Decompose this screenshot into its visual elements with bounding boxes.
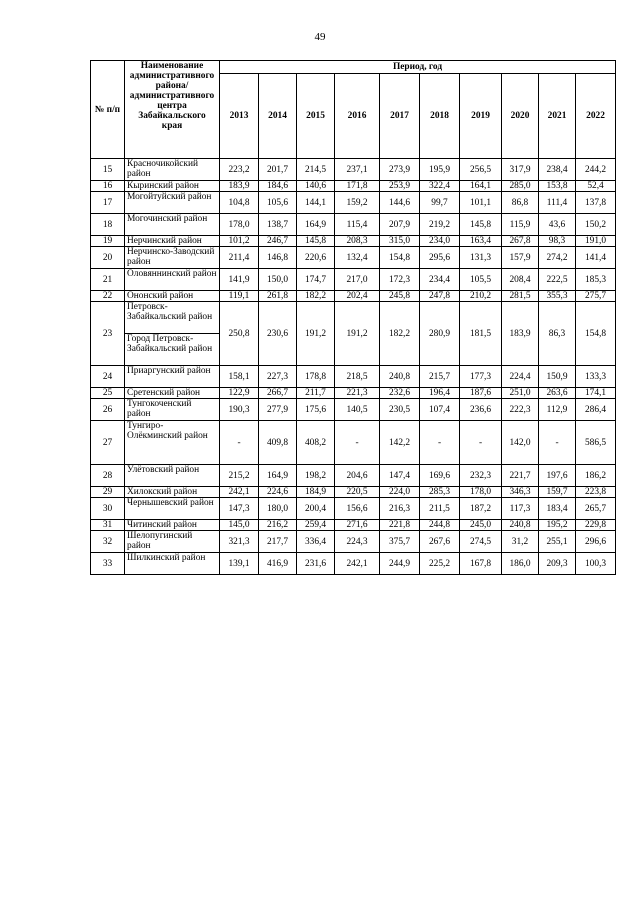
- value-cell: 355,3: [539, 291, 576, 302]
- value-cell: 142,0: [502, 421, 539, 465]
- value-cell: 107,4: [420, 399, 460, 421]
- district-name: Улётовский район: [125, 465, 220, 487]
- value-cell: 234,4: [420, 269, 460, 291]
- table-row: [91, 520, 616, 531]
- value-cell: 101,1: [460, 192, 502, 214]
- value-cell: 274,5: [460, 531, 502, 553]
- value-cell: 156,6: [335, 498, 380, 520]
- value-cell: 238,4: [539, 159, 576, 181]
- value-cell: -: [460, 421, 502, 465]
- value-cell: 111,4: [539, 192, 576, 214]
- value-cell: 237,1: [335, 159, 380, 181]
- value-cell: 183,9: [220, 181, 259, 192]
- value-cell: 157,9: [502, 247, 539, 269]
- header-period: Период, год: [220, 61, 616, 74]
- table-row: [91, 399, 616, 421]
- value-cell: 150,0: [259, 269, 297, 291]
- value-cell: 223,8: [576, 487, 616, 498]
- value-cell: 210,2: [460, 291, 502, 302]
- table-row: [91, 291, 616, 302]
- district-name: Сретенский район: [125, 388, 220, 399]
- value-cell: 43,6: [539, 214, 576, 236]
- value-cell: 273,9: [380, 159, 420, 181]
- value-cell: 220,5: [335, 487, 380, 498]
- value-cell: 119,1: [220, 291, 259, 302]
- header-year-2017: 2017: [380, 74, 420, 159]
- value-cell: 182,2: [297, 291, 335, 302]
- value-cell: 221,3: [335, 388, 380, 399]
- district-name: Читинский район: [125, 520, 220, 531]
- value-cell: 141,4: [576, 247, 616, 269]
- row-number: 32: [91, 531, 125, 553]
- value-cell: 137,8: [576, 192, 616, 214]
- value-cell: 197,6: [539, 465, 576, 487]
- value-cell: 132,4: [335, 247, 380, 269]
- value-cell: 222,3: [502, 399, 539, 421]
- value-cell: 153,8: [539, 181, 576, 192]
- row-number: 22: [91, 291, 125, 302]
- value-cell: 217,0: [335, 269, 380, 291]
- row-number: 20: [91, 247, 125, 269]
- district-name: Петровск-Забайкальский район: [125, 302, 220, 334]
- value-cell: 232,6: [380, 388, 420, 399]
- value-cell: 115,9: [502, 214, 539, 236]
- value-cell: 178,0: [460, 487, 502, 498]
- header-year-2018: 2018: [420, 74, 460, 159]
- value-cell: 285,3: [420, 487, 460, 498]
- value-cell: 281,5: [502, 291, 539, 302]
- value-cell: -: [539, 421, 576, 465]
- table-row: [91, 366, 616, 388]
- value-cell: 186,0: [502, 553, 539, 575]
- value-cell: 285,0: [502, 181, 539, 192]
- value-cell: 256,5: [460, 159, 502, 181]
- value-cell: 144,6: [380, 192, 420, 214]
- value-cell: 140,6: [297, 181, 335, 192]
- value-cell: 267,8: [502, 236, 539, 247]
- value-cell: 408,2: [297, 421, 335, 465]
- table-row: [91, 192, 616, 214]
- value-cell: 322,4: [420, 181, 460, 192]
- value-cell: 196,4: [420, 388, 460, 399]
- table-row: [91, 302, 616, 334]
- value-cell: 263,6: [539, 388, 576, 399]
- value-cell: 375,7: [380, 531, 420, 553]
- value-cell: 131,3: [460, 247, 502, 269]
- value-cell: 261,8: [259, 291, 297, 302]
- value-cell: 230,5: [380, 399, 420, 421]
- value-cell: 244,8: [420, 520, 460, 531]
- value-cell: 222,5: [539, 269, 576, 291]
- value-cell: 416,9: [259, 553, 297, 575]
- value-cell: 133,3: [576, 366, 616, 388]
- value-cell: 315,0: [380, 236, 420, 247]
- value-cell: 191,2: [335, 302, 380, 366]
- header-district-name: Наименование административного района/ административного центра Забайкальского края: [125, 61, 220, 159]
- header-year-2019: 2019: [460, 74, 502, 159]
- page-number: 49: [314, 31, 326, 43]
- value-cell: 186,2: [576, 465, 616, 487]
- district-name: Могочинский район: [125, 214, 220, 236]
- value-cell: 321,3: [220, 531, 259, 553]
- value-cell: 223,2: [220, 159, 259, 181]
- value-cell: 145,0: [220, 520, 259, 531]
- value-cell: 191,0: [576, 236, 616, 247]
- header-year-2015: 2015: [297, 74, 335, 159]
- value-cell: 101,2: [220, 236, 259, 247]
- value-cell: 164,9: [259, 465, 297, 487]
- value-cell: -: [420, 421, 460, 465]
- value-cell: 266,7: [259, 388, 297, 399]
- value-cell: 177,3: [460, 366, 502, 388]
- value-cell: 99,7: [420, 192, 460, 214]
- table-row: [91, 498, 616, 520]
- table-row: [91, 247, 616, 269]
- value-cell: 245,0: [460, 520, 502, 531]
- table-row: [91, 159, 616, 181]
- value-cell: 220,6: [297, 247, 335, 269]
- value-cell: 100,3: [576, 553, 616, 575]
- value-cell: 145,8: [297, 236, 335, 247]
- table-row: [91, 269, 616, 291]
- header-year-2013: 2013: [220, 74, 259, 159]
- value-cell: 224,4: [502, 366, 539, 388]
- row-number: 24: [91, 366, 125, 388]
- district-name: Нерчинско-Заводский район: [125, 247, 220, 269]
- value-cell: 190,3: [220, 399, 259, 421]
- value-cell: 586,5: [576, 421, 616, 465]
- district-name: Нерчинский район: [125, 236, 220, 247]
- header-year-2020: 2020: [502, 74, 539, 159]
- value-cell: 164,1: [460, 181, 502, 192]
- value-cell: 105,5: [460, 269, 502, 291]
- value-cell: -: [220, 421, 259, 465]
- value-cell: 115,4: [335, 214, 380, 236]
- value-cell: 219,2: [420, 214, 460, 236]
- value-cell: 245,8: [380, 291, 420, 302]
- value-cell: 231,6: [297, 553, 335, 575]
- value-cell: 181,5: [460, 302, 502, 366]
- value-cell: 159,7: [539, 487, 576, 498]
- table-row: [91, 214, 616, 236]
- row-number: 27: [91, 421, 125, 465]
- district-name: Приаргунский район: [125, 366, 220, 388]
- value-cell: 240,8: [502, 520, 539, 531]
- value-cell: 259,4: [297, 520, 335, 531]
- value-cell: 147,4: [380, 465, 420, 487]
- value-cell: 187,2: [460, 498, 502, 520]
- value-cell: 295,6: [420, 247, 460, 269]
- value-cell: 150,2: [576, 214, 616, 236]
- value-cell: 244,2: [576, 159, 616, 181]
- value-cell: 139,1: [220, 553, 259, 575]
- value-cell: 154,8: [576, 302, 616, 366]
- value-cell: 31,2: [502, 531, 539, 553]
- district-name: Тунгиро-Олёкминский район: [125, 421, 220, 465]
- value-cell: 221,8: [380, 520, 420, 531]
- row-number: 19: [91, 236, 125, 247]
- value-cell: 224,3: [335, 531, 380, 553]
- value-cell: 253,9: [380, 181, 420, 192]
- value-cell: 158,1: [220, 366, 259, 388]
- value-cell: 171,8: [335, 181, 380, 192]
- value-cell: 296,6: [576, 531, 616, 553]
- table-row: [91, 531, 616, 553]
- value-cell: 255,1: [539, 531, 576, 553]
- table-row: [91, 181, 616, 192]
- value-cell: 175,6: [297, 399, 335, 421]
- value-cell: 178,8: [297, 366, 335, 388]
- value-cell: -: [335, 421, 380, 465]
- value-cell: 208,4: [502, 269, 539, 291]
- value-cell: 184,6: [259, 181, 297, 192]
- value-cell: 185,3: [576, 269, 616, 291]
- value-cell: 346,3: [502, 487, 539, 498]
- value-cell: 251,0: [502, 388, 539, 399]
- value-cell: 195,2: [539, 520, 576, 531]
- value-cell: 336,4: [297, 531, 335, 553]
- value-cell: 86,8: [502, 192, 539, 214]
- header-year-2021: 2021: [539, 74, 576, 159]
- value-cell: 182,2: [380, 302, 420, 366]
- value-cell: 227,3: [259, 366, 297, 388]
- value-cell: 208,3: [335, 236, 380, 247]
- value-cell: 163,4: [460, 236, 502, 247]
- district-name-secondary: Город Петровск-Забайкальский район: [125, 334, 220, 366]
- value-cell: 236,6: [460, 399, 502, 421]
- table-row: [91, 421, 616, 465]
- value-cell: 117,3: [502, 498, 539, 520]
- value-cell: 286,4: [576, 399, 616, 421]
- row-number: 30: [91, 498, 125, 520]
- value-cell: 267,6: [420, 531, 460, 553]
- row-number: 16: [91, 181, 125, 192]
- value-cell: 246,7: [259, 236, 297, 247]
- value-cell: 250,8: [220, 302, 259, 366]
- value-cell: 147,3: [220, 498, 259, 520]
- row-number: 28: [91, 465, 125, 487]
- row-number: 29: [91, 487, 125, 498]
- district-data-table: [90, 60, 616, 575]
- value-cell: 242,1: [220, 487, 259, 498]
- district-name: Тунгокоченский район: [125, 399, 220, 421]
- value-cell: 225,2: [420, 553, 460, 575]
- value-cell: 174,1: [576, 388, 616, 399]
- value-cell: 224,6: [259, 487, 297, 498]
- district-name: Хилокский район: [125, 487, 220, 498]
- row-number: 25: [91, 388, 125, 399]
- value-cell: 141,9: [220, 269, 259, 291]
- value-cell: 122,9: [220, 388, 259, 399]
- header-year-2014: 2014: [259, 74, 297, 159]
- value-cell: 183,4: [539, 498, 576, 520]
- value-cell: 174,7: [297, 269, 335, 291]
- value-cell: 201,7: [259, 159, 297, 181]
- value-cell: 98,3: [539, 236, 576, 247]
- value-cell: 230,6: [259, 302, 297, 366]
- value-cell: 172,3: [380, 269, 420, 291]
- value-cell: 216,3: [380, 498, 420, 520]
- district-name: Чернышевский район: [125, 498, 220, 520]
- district-name: Ононский район: [125, 291, 220, 302]
- value-cell: 214,5: [297, 159, 335, 181]
- value-cell: 86,3: [539, 302, 576, 366]
- header-number: № п/п: [91, 61, 125, 159]
- value-cell: 144,1: [297, 192, 335, 214]
- value-cell: 207,9: [380, 214, 420, 236]
- value-cell: 169,6: [420, 465, 460, 487]
- value-cell: 234,0: [420, 236, 460, 247]
- district-name: Оловяннинский район: [125, 269, 220, 291]
- value-cell: 211,5: [420, 498, 460, 520]
- value-cell: 167,8: [460, 553, 502, 575]
- header-year-2022: 2022: [576, 74, 616, 159]
- header-year-2016: 2016: [335, 74, 380, 159]
- row-number: 33: [91, 553, 125, 575]
- value-cell: 317,9: [502, 159, 539, 181]
- value-cell: 211,7: [297, 388, 335, 399]
- row-number: 18: [91, 214, 125, 236]
- value-cell: 150,9: [539, 366, 576, 388]
- value-cell: 200,4: [297, 498, 335, 520]
- value-cell: 215,7: [420, 366, 460, 388]
- district-name: Красночикойский район: [125, 159, 220, 181]
- value-cell: 215,2: [220, 465, 259, 487]
- value-cell: 242,1: [335, 553, 380, 575]
- table-row: [91, 553, 616, 575]
- value-cell: 104,8: [220, 192, 259, 214]
- district-name: Кыринский район: [125, 181, 220, 192]
- value-cell: 247,8: [420, 291, 460, 302]
- row-number: 23: [91, 302, 125, 366]
- table-row: [91, 236, 616, 247]
- value-cell: 159,2: [335, 192, 380, 214]
- value-cell: 265,7: [576, 498, 616, 520]
- row-number: 15: [91, 159, 125, 181]
- value-cell: 142,2: [380, 421, 420, 465]
- row-number: 21: [91, 269, 125, 291]
- value-cell: 202,4: [335, 291, 380, 302]
- value-cell: 211,4: [220, 247, 259, 269]
- value-cell: 105,6: [259, 192, 297, 214]
- value-cell: 216,2: [259, 520, 297, 531]
- table-row: [91, 388, 616, 399]
- district-name: Шилкинский район: [125, 553, 220, 575]
- value-cell: 138,7: [259, 214, 297, 236]
- value-cell: 218,5: [335, 366, 380, 388]
- value-cell: 204,6: [335, 465, 380, 487]
- value-cell: 112,9: [539, 399, 576, 421]
- value-cell: 184,9: [297, 487, 335, 498]
- value-cell: 232,3: [460, 465, 502, 487]
- value-cell: 240,8: [380, 366, 420, 388]
- value-cell: 271,6: [335, 520, 380, 531]
- value-cell: 221,7: [502, 465, 539, 487]
- value-cell: 183,9: [502, 302, 539, 366]
- value-cell: 209,3: [539, 553, 576, 575]
- district-name: Шелопугинский район: [125, 531, 220, 553]
- value-cell: 140,5: [335, 399, 380, 421]
- value-cell: 154,8: [380, 247, 420, 269]
- district-name: Могойтуйский район: [125, 192, 220, 214]
- value-cell: 217,7: [259, 531, 297, 553]
- value-cell: 178,0: [220, 214, 259, 236]
- value-cell: 191,2: [297, 302, 335, 366]
- row-number: 31: [91, 520, 125, 531]
- value-cell: 164,9: [297, 214, 335, 236]
- value-cell: 195,9: [420, 159, 460, 181]
- value-cell: 198,2: [297, 465, 335, 487]
- value-cell: 224,0: [380, 487, 420, 498]
- table-row: [91, 465, 616, 487]
- value-cell: 146,8: [259, 247, 297, 269]
- value-cell: 244,9: [380, 553, 420, 575]
- value-cell: 274,2: [539, 247, 576, 269]
- value-cell: 275,7: [576, 291, 616, 302]
- row-number: 26: [91, 399, 125, 421]
- value-cell: 180,0: [259, 498, 297, 520]
- value-cell: 277,9: [259, 399, 297, 421]
- value-cell: 409,8: [259, 421, 297, 465]
- table-row: [91, 487, 616, 498]
- row-number: 17: [91, 192, 125, 214]
- value-cell: 280,9: [420, 302, 460, 366]
- value-cell: 145,8: [460, 214, 502, 236]
- value-cell: 229,8: [576, 520, 616, 531]
- value-cell: 187,6: [460, 388, 502, 399]
- value-cell: 52,4: [576, 181, 616, 192]
